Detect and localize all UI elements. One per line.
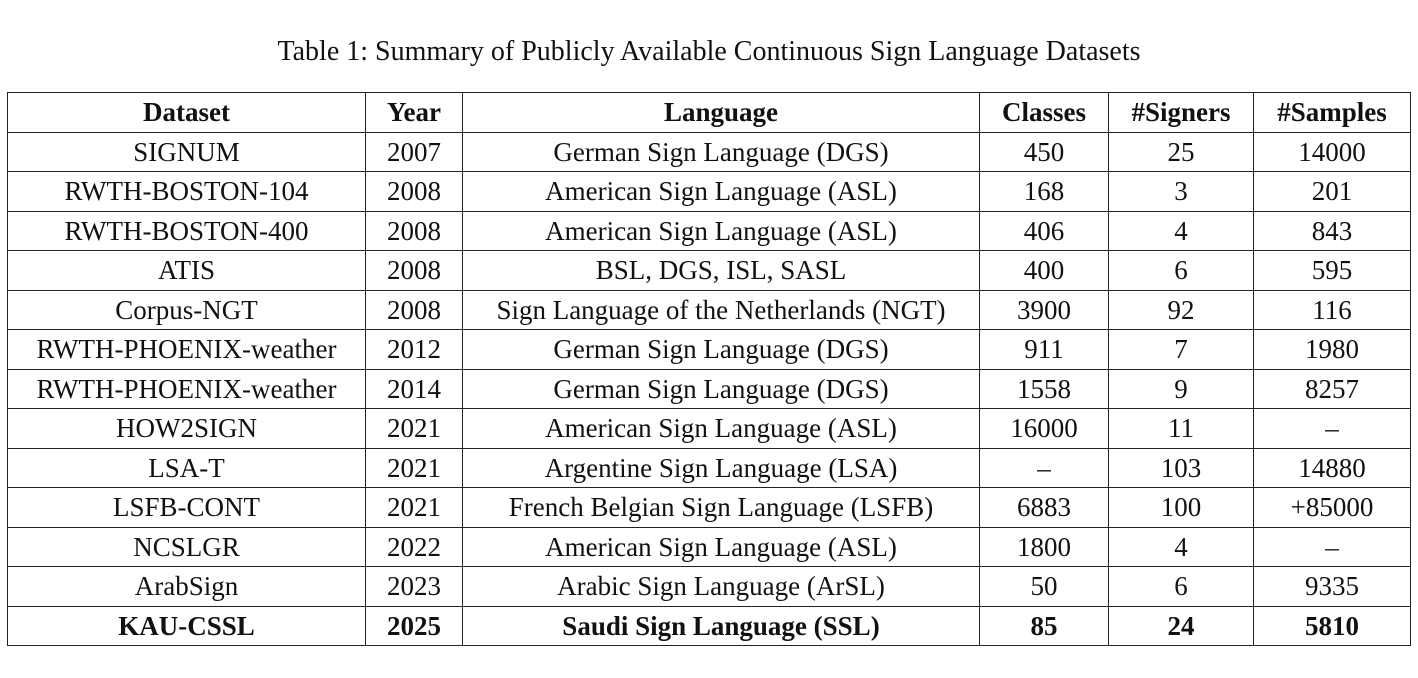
cell-year: 2022 (366, 527, 463, 567)
cell-signers: 6 (1109, 251, 1254, 291)
cell-year: 2021 (366, 448, 463, 488)
cell-language: American Sign Language (ASL) (463, 527, 980, 567)
cell-year: 2007 (366, 132, 463, 172)
header-classes: Classes (980, 93, 1109, 133)
cell-year: 2012 (366, 330, 463, 370)
cell-signers: 103 (1109, 448, 1254, 488)
cell-samples: 595 (1254, 251, 1411, 291)
cell-classes: 400 (980, 251, 1109, 291)
cell-samples: 14000 (1254, 132, 1411, 172)
cell-samples: 8257 (1254, 369, 1411, 409)
cell-language: Saudi Sign Language (SSL) (463, 606, 980, 646)
cell-dataset: KAU-CSSL (8, 606, 366, 646)
header-samples: #Samples (1254, 93, 1411, 133)
cell-language: German Sign Language (DGS) (463, 132, 980, 172)
cell-year: 2014 (366, 369, 463, 409)
cell-language: American Sign Language (ASL) (463, 409, 980, 449)
cell-classes: 3900 (980, 290, 1109, 330)
cell-samples: +85000 (1254, 488, 1411, 528)
cell-signers: 9 (1109, 369, 1254, 409)
datasets-summary-table (7, 92, 1411, 646)
cell-language: Argentine Sign Language (LSA) (463, 448, 980, 488)
cell-year: 2023 (366, 567, 463, 607)
table-row (8, 567, 1411, 607)
cell-classes: 450 (980, 132, 1109, 172)
cell-signers: 25 (1109, 132, 1254, 172)
cell-year: 2025 (366, 606, 463, 646)
cell-year: 2021 (366, 488, 463, 528)
cell-signers: 7 (1109, 330, 1254, 370)
cell-samples: 1980 (1254, 330, 1411, 370)
table-row (8, 409, 1411, 449)
cell-dataset: HOW2SIGN (8, 409, 366, 449)
cell-dataset: Corpus-NGT (8, 290, 366, 330)
cell-signers: 100 (1109, 488, 1254, 528)
cell-classes: 6883 (980, 488, 1109, 528)
cell-dataset: SIGNUM (8, 132, 366, 172)
header-dataset: Dataset (8, 93, 366, 133)
cell-dataset: NCSLGR (8, 527, 366, 567)
cell-year: 2008 (366, 172, 463, 212)
cell-language: American Sign Language (ASL) (463, 211, 980, 251)
cell-classes: 1558 (980, 369, 1109, 409)
table-row (8, 132, 1411, 172)
header-signers: #Signers (1109, 93, 1254, 133)
cell-samples: 5810 (1254, 606, 1411, 646)
cell-dataset: ATIS (8, 251, 366, 291)
cell-language: Sign Language of the Netherlands (NGT) (463, 290, 980, 330)
table-row (8, 369, 1411, 409)
cell-classes: 85 (980, 606, 1109, 646)
cell-year: 2008 (366, 290, 463, 330)
table-row (8, 448, 1411, 488)
cell-dataset: LSA-T (8, 448, 366, 488)
table-row (8, 527, 1411, 567)
cell-dataset: ArabSign (8, 567, 366, 607)
cell-classes: 911 (980, 330, 1109, 370)
header-year: Year (366, 93, 463, 133)
truncated-preceding-text (0, 0, 1418, 6)
cell-dataset: RWTH-PHOENIX-weather (8, 330, 366, 370)
table-caption: Table 1: Summary of Publicly Available Continuous Sign Language Datasets (277, 36, 1141, 67)
table-row-highlighted (8, 606, 1411, 646)
cell-dataset: RWTH-BOSTON-104 (8, 172, 366, 212)
cell-language: German Sign Language (DGS) (463, 330, 980, 370)
cell-language: German Sign Language (DGS) (463, 369, 980, 409)
cell-signers: 11 (1109, 409, 1254, 449)
cell-year: 2021 (366, 409, 463, 449)
header-language: Language (463, 93, 980, 133)
cell-classes: 1800 (980, 527, 1109, 567)
cell-samples: 14880 (1254, 448, 1411, 488)
table-row (8, 172, 1411, 212)
table-row (8, 251, 1411, 291)
cell-samples: 116 (1254, 290, 1411, 330)
table-row (8, 488, 1411, 528)
cell-dataset: RWTH-PHOENIX-weather (8, 369, 366, 409)
cell-year: 2008 (366, 211, 463, 251)
cell-signers: 3 (1109, 172, 1254, 212)
cell-language: BSL, DGS, ISL, SASL (463, 251, 980, 291)
cell-classes: 168 (980, 172, 1109, 212)
cell-year: 2008 (366, 251, 463, 291)
cell-classes: – (980, 448, 1109, 488)
table-row (8, 330, 1411, 370)
cell-signers: 4 (1109, 527, 1254, 567)
cell-language: American Sign Language (ASL) (463, 172, 980, 212)
table-header-row (8, 93, 1411, 133)
cell-classes: 50 (980, 567, 1109, 607)
cell-samples: 843 (1254, 211, 1411, 251)
cell-classes: 16000 (980, 409, 1109, 449)
cell-language: Arabic Sign Language (ArSL) (463, 567, 980, 607)
cell-classes: 406 (980, 211, 1109, 251)
cell-samples: 201 (1254, 172, 1411, 212)
cell-language: French Belgian Sign Language (LSFB) (463, 488, 980, 528)
table-row (8, 290, 1411, 330)
cell-signers: 92 (1109, 290, 1254, 330)
cell-dataset: LSFB-CONT (8, 488, 366, 528)
cell-signers: 24 (1109, 606, 1254, 646)
cell-signers: 4 (1109, 211, 1254, 251)
cell-samples: 9335 (1254, 567, 1411, 607)
table-row (8, 211, 1411, 251)
cell-dataset: RWTH-BOSTON-400 (8, 211, 366, 251)
cell-signers: 6 (1109, 567, 1254, 607)
cell-samples: – (1254, 527, 1411, 567)
cell-samples: – (1254, 409, 1411, 449)
